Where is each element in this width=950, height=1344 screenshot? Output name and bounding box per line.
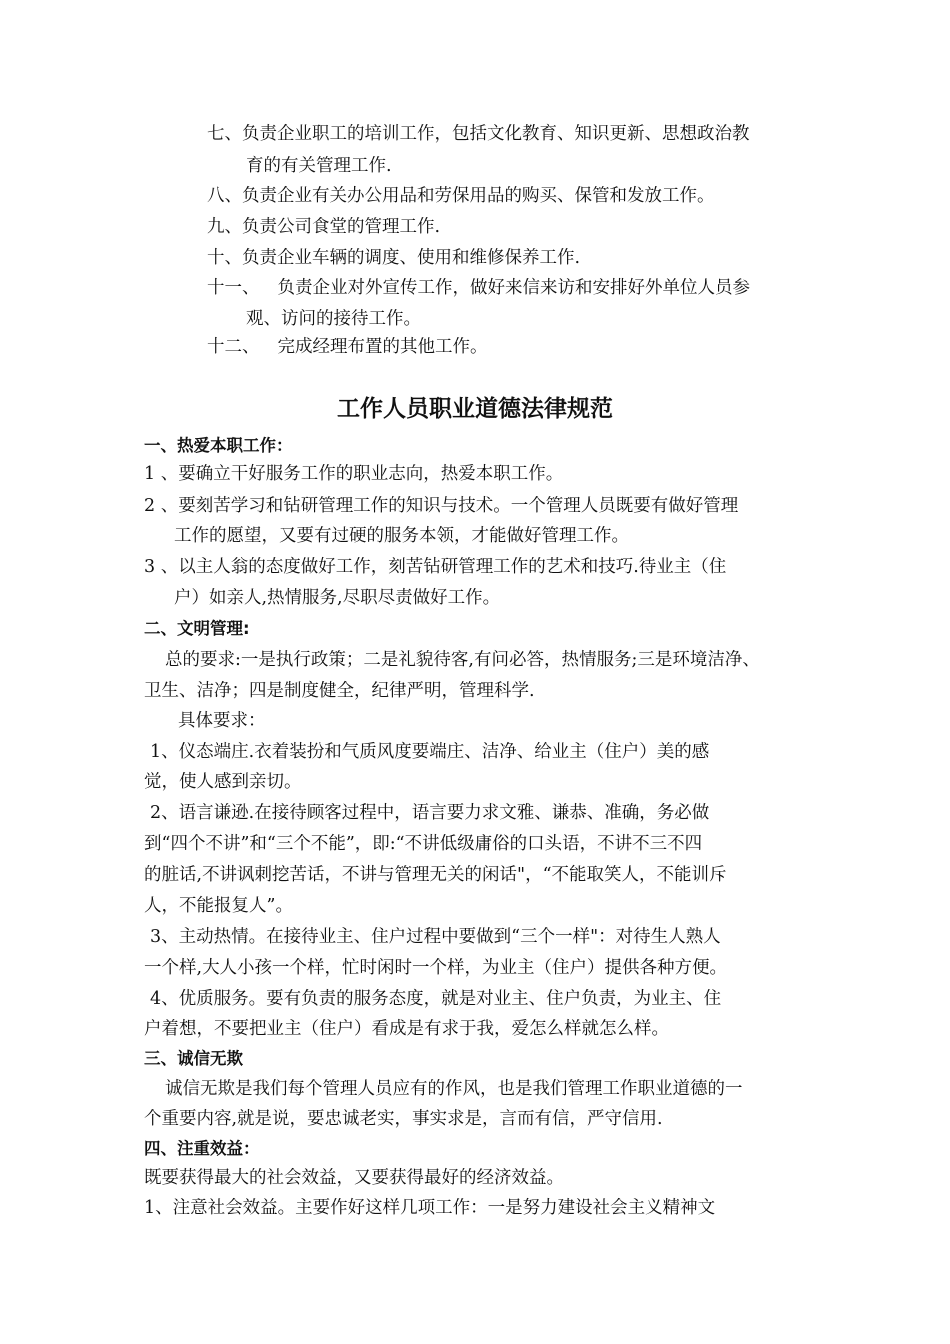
duty-item-7-continued: 育的有关管理工作. bbox=[246, 156, 392, 176]
section-1-item-3-continued: 户）如亲人,热情服务,尽职尽责做好工作。 bbox=[174, 588, 501, 608]
section-2-item-1-continued: 觉，使人感到亲切。 bbox=[144, 772, 302, 792]
duty-number: 十二、 bbox=[207, 337, 260, 357]
section-2-specific-label: 具体要求： bbox=[178, 711, 266, 731]
section-2-general: 总的要求:一是执行政策；二是礼貌待客,有问必答，热情服务;三是环境洁净、 bbox=[165, 650, 760, 670]
duty-text: 负责公司食堂的管理工作. bbox=[242, 217, 441, 237]
section-2-item-2-line-4: 人，不能报复人”。 bbox=[144, 896, 293, 916]
section-2-heading: 二、文明管理: bbox=[144, 619, 250, 638]
duty-item-10 bbox=[207, 245, 580, 271]
section-1-heading: 一、热爱本职工作： bbox=[144, 436, 293, 455]
section-4-heading: 四、注重效益： bbox=[144, 1139, 260, 1158]
section-2-item-4-continued: 户着想，不要把业主（住户）看成是有求于我，爱怎么样就怎么样。 bbox=[144, 1019, 669, 1039]
duty-number: 十、 bbox=[207, 248, 242, 268]
section-2-item-3-continued: 一个样,大人小孩一个样，忙时闲时一个样，为业主（住户）提供各种方便。 bbox=[144, 958, 728, 978]
duty-item-11 bbox=[207, 275, 750, 301]
section-3-body: 诚信无欺是我们每个管理人员应有的作风，也是我们管理工作职业道德的一 bbox=[165, 1079, 743, 1099]
section-1-item-3: 3 、以主人翁的态度做好工作，刻苦钻研管理工作的艺术和技巧.待业主（住 bbox=[144, 557, 727, 577]
duty-text: 负责企业车辆的调度、使用和维修保养工作. bbox=[242, 248, 581, 268]
section-2-item-2-line-3: 的脏话,不讲讽刺挖苦话，不讲与管理无关的闲话"，“不能取笑人，不能训斥 bbox=[144, 865, 727, 885]
duty-text: 负责企业职工的培训工作，包括文化教育、知识更新、思想政治教 bbox=[242, 124, 750, 144]
section-4-intro: 既要获得最大的社会效益，又要获得最好的经济效益。 bbox=[144, 1168, 564, 1188]
section-3-heading: 三、诚信无欺 bbox=[144, 1049, 243, 1068]
duty-item-7 bbox=[207, 121, 750, 147]
section-1-item-2-continued: 工作的愿望，又要有过硬的服务本领，才能做好管理工作。 bbox=[174, 526, 629, 546]
duty-item-9 bbox=[207, 214, 440, 240]
section-2-item-1: 1、仪态端庄.衣着装扮和气质风度要端庄、洁净、给业主（住户）美的感 bbox=[150, 742, 710, 762]
section-1-item-2: 2 、要刻苦学习和钻研管理工作的知识与技术。一个管理人员既要有做好管理 bbox=[144, 496, 739, 516]
duty-number: 九、 bbox=[207, 217, 242, 237]
duty-text: 负责企业对外宣传工作，做好来信来访和安排好外单位人员参 bbox=[277, 278, 750, 298]
section-2-item-2-line-2: 到“四个不讲”和“三个不能”，即:“不讲低级庸俗的口头语，不讲不三不四 bbox=[144, 834, 703, 854]
section-2-item-4: 4、优质服务。要有负责的服务态度，就是对业主、住户负责，为业主、住 bbox=[150, 989, 722, 1009]
duty-number: 七、 bbox=[207, 124, 242, 144]
duty-number: 八、 bbox=[207, 186, 242, 206]
page-title: 工作人员职业道德法律规范 bbox=[337, 396, 613, 422]
section-1-item-1: 1 、要确立干好服务工作的职业志向，热爱本职工作。 bbox=[144, 464, 564, 484]
section-3-body-continued: 个重要内容,就是说，要忠诚老实，事实求是，言而有信，严守信用. bbox=[144, 1109, 663, 1129]
duty-item-12 bbox=[207, 334, 488, 360]
section-4-item-1: 1、注意社会效益。主要作好这样几项工作：一是努力建设社会主义精神文 bbox=[144, 1198, 716, 1218]
duty-item-8 bbox=[207, 183, 715, 209]
section-2-general-continued: 卫生、洁净；四是制度健全，纪律严明，管理科学. bbox=[144, 681, 535, 701]
duty-number: 十一、 bbox=[207, 278, 260, 298]
duty-text: 完成经理布置的其他工作。 bbox=[277, 337, 488, 357]
section-2-item-2: 2、语言谦逊.在接待顾客过程中，语言要力求文雅、谦恭、准确，务必做 bbox=[150, 803, 710, 823]
section-2-item-3: 3、主动热情。在接待业主、住户过程中要做到“三个一样"：对待生人熟人 bbox=[150, 927, 721, 947]
duty-text: 负责企业有关办公用品和劳保用品的购买、保管和发放工作。 bbox=[242, 186, 715, 206]
duty-item-11-continued: 观、访问的接待工作。 bbox=[246, 309, 421, 329]
